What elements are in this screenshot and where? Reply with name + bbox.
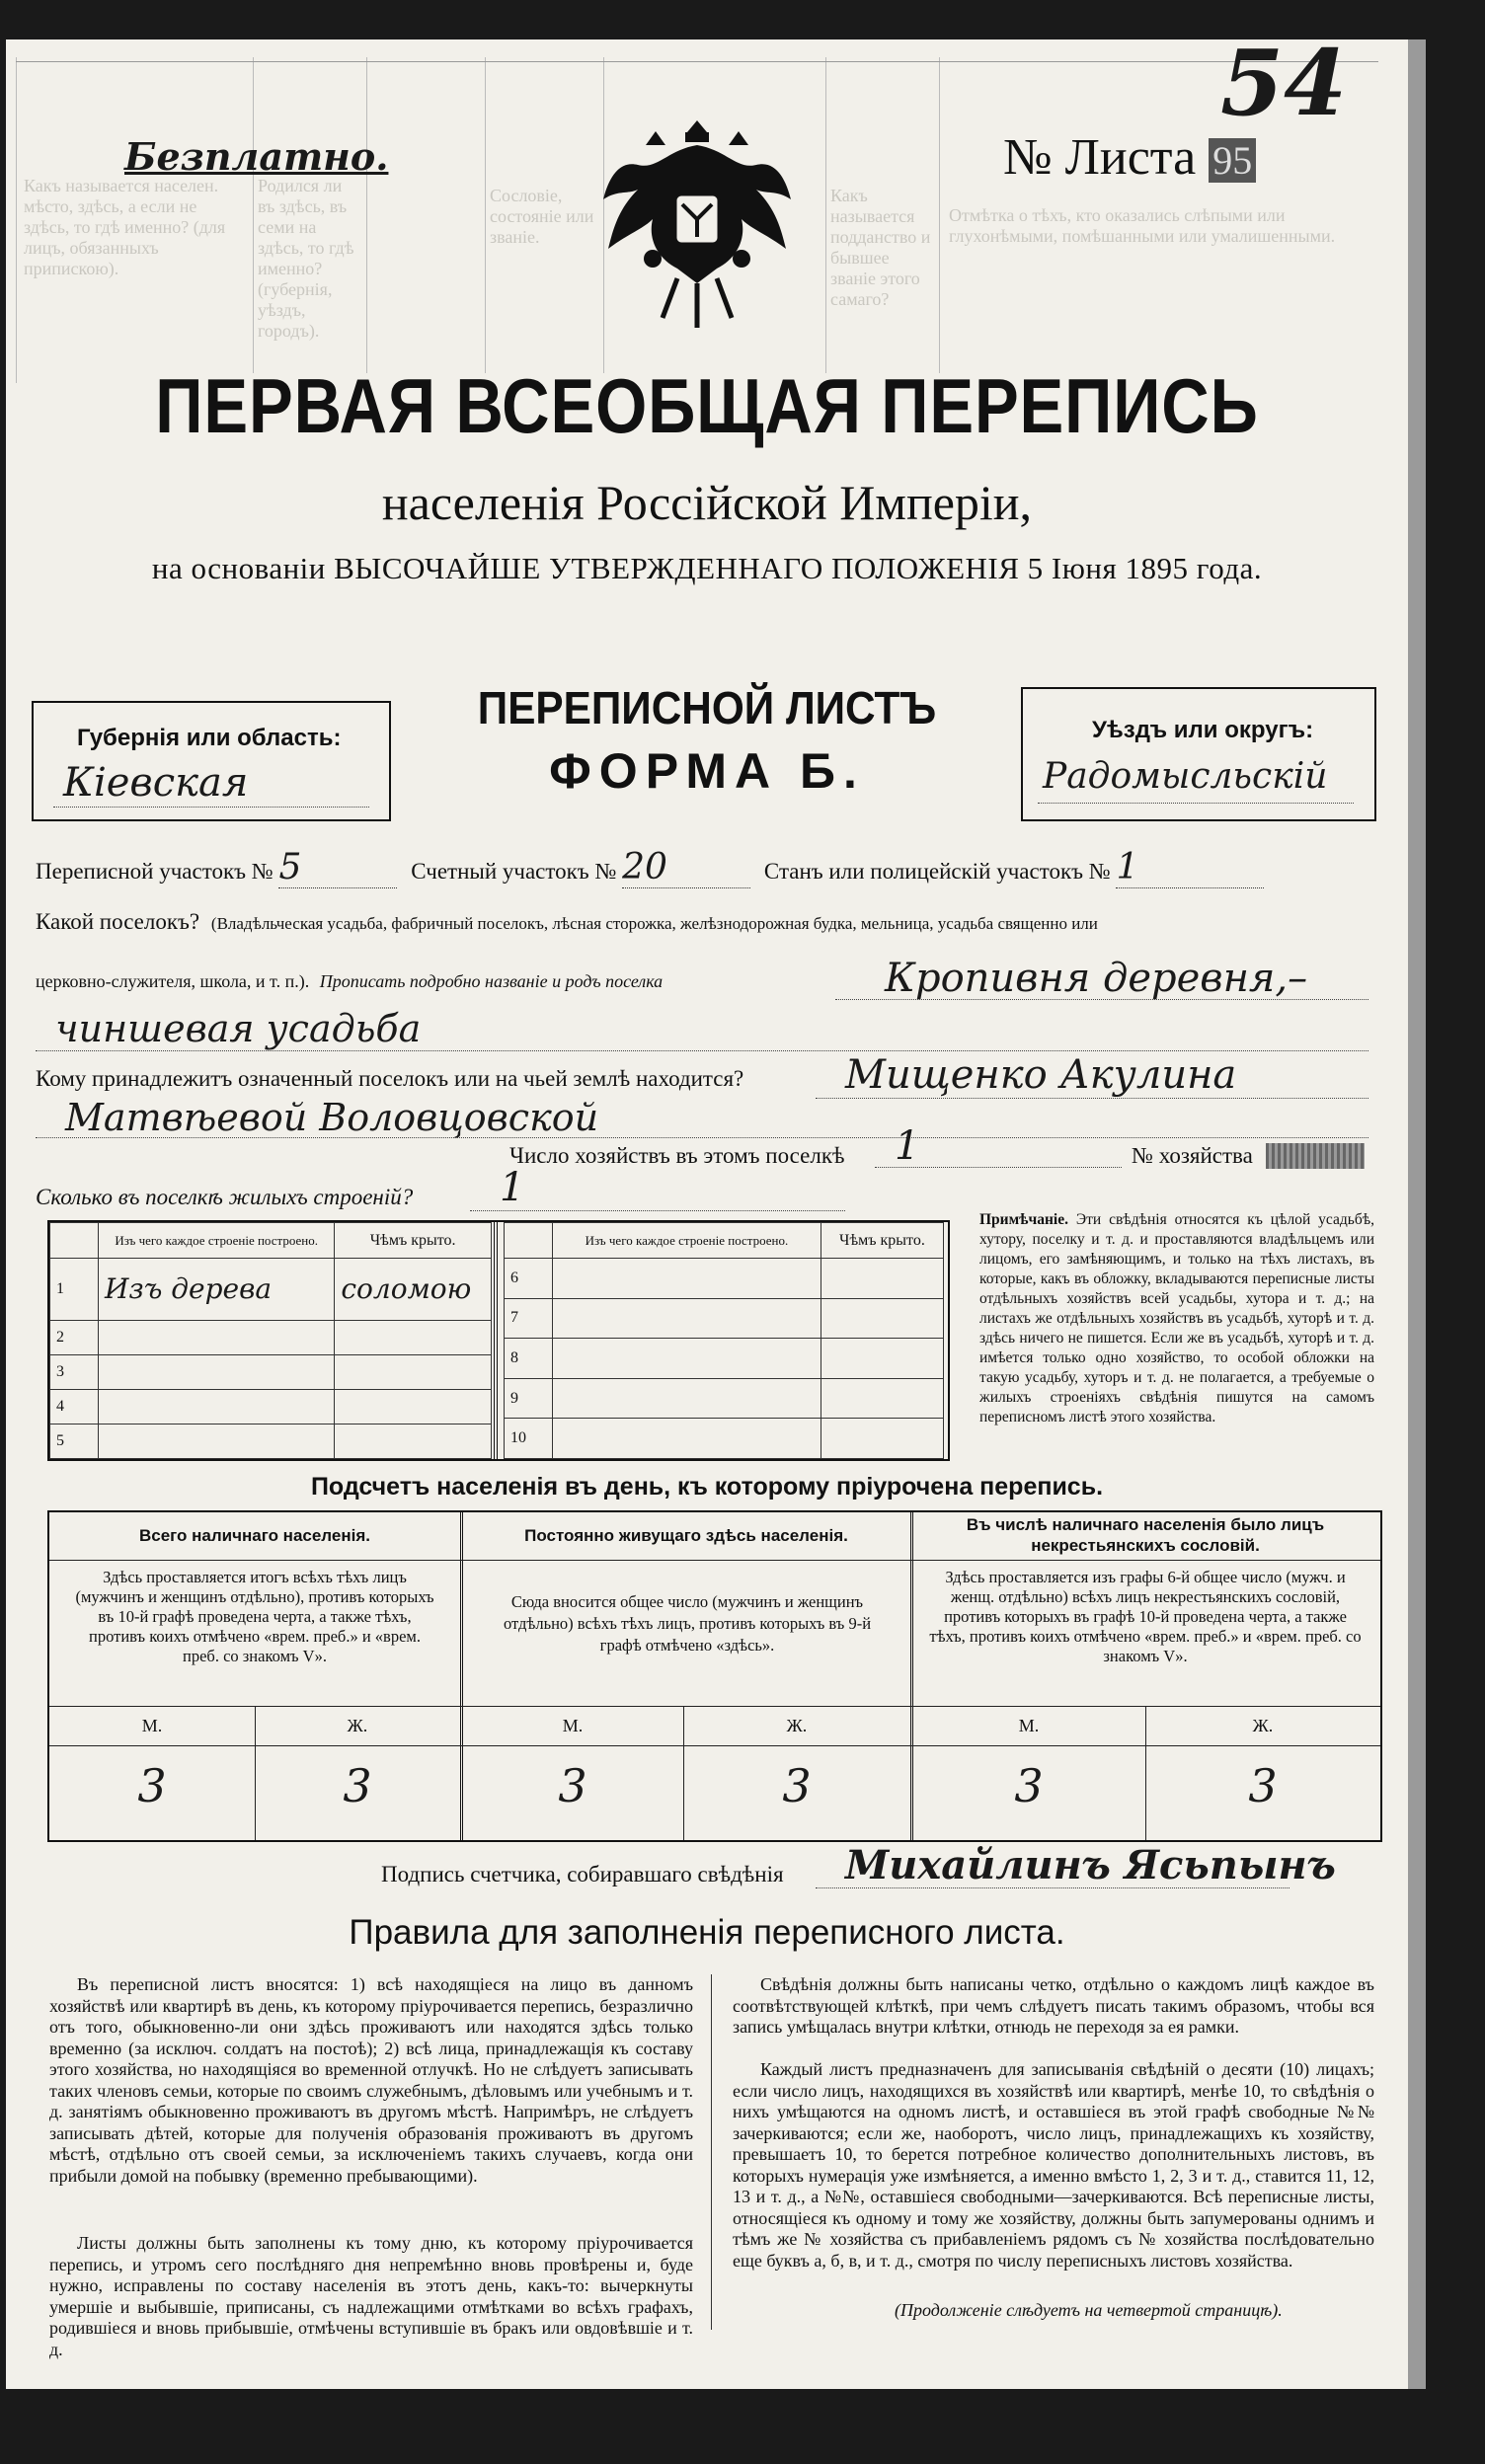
uezd-label: Уѣздъ или округъ:: [1092, 717, 1314, 743]
row-number: 9: [505, 1378, 553, 1419]
note-text: Эти свѣдѣнія относятся къ цѣлой усадьбѣ, хутору, поселку и т. д. и проставляются владѣльцемъ или лицомъ, его замѣняющимъ, и только на тѣхъ листахъ, въ которые, какъ въ обложку, вкладываются переписные листы отдѣльныхъ хозяйствъ всей усадьбы, хутора и т. д.; на листахъ же отдѣльныхъ хозяйствъ въ усадьбѣ, хуторѣ и т. д. здѣсь ничего не пишется. Если же въ усадьбѣ, хуторѣ и т. д. имѣется только одно хозяйство, то особой обложки на такую усадьбу, хуторъ и т. д. не полагается, а требуемые о жилыхъ строеніяхъ свѣдѣнія пишутся на самомъ переписномъ листѣ этого хозяйства.: [979, 1211, 1375, 1425]
settlement-hint: (Владѣльческая усадьба, фабричный поселокъ, лѣсная сторожка, желѣзнодорожная будка, мельница, усадьба священно или: [210, 914, 1098, 933]
sheet-number: [1003, 128, 1256, 187]
row-material[interactable]: [553, 1339, 821, 1379]
row-material[interactable]: [553, 1259, 821, 1299]
households-value[interactable]: 1: [895, 1123, 920, 1169]
tally-m-label-3: М.: [1018, 1716, 1040, 1735]
tally-m-label-2: М.: [562, 1716, 584, 1735]
rules-right-paragraph-2: Каждый листъ предназначенъ для записыванія свѣдѣній о десяти (10) лицахъ; если число лицъ, находящихся въ хозяйствѣ или квартирѣ, менѣе 10, то свѣдѣнія о нихъ умѣщаются на одномъ листѣ, и оставшіеся въ этой графѣ свободные №№ зачеркиваются; если же, наоборотъ, число лицъ, принадлежащихъ къ хозяйству, превышаетъ 10, то берется потребное количество дополнительныхъ листовъ, въ которыхъ нумерація уже измѣняется, а именно вмѣсто 1, 2, 3 и т. д., ставится 11, 12, 13 и т. д., а №№, оставшіеся свободными—зачеркиваются. Всѣ переписные листы, относящіеся къ одному и тому же хозяйству, должны быть запумерованы однимъ и тѣмъ же № хозяйства съ прибавленіемъ рядомъ съ № хозяйства послѣдовательно еще буквъ а, б, в, и т. д., смотря по числу переписныхъ листовъ хозяйства.: [733, 2059, 1374, 2271]
row-material[interactable]: [99, 1424, 335, 1458]
col-roof-header-2: Чѣмъ крыто.: [821, 1223, 943, 1259]
table-row: [50, 1354, 492, 1389]
sheet-number-value: 95: [1209, 138, 1256, 183]
gubernia-value[interactable]: Кіевская: [63, 760, 249, 806]
tally-col-nonpeasant-desc: Здѣсь проставляется изъ графы 6-й общее число (мужч. и женщ. отдѣльно) всѣхъ лицъ некрестьянскихъ сословій, противъ которыхъ въ графѣ 10-й проведена черта, а также тѣхъ, противъ коихъ отмѣчено «врем. преб.» и «врем. преб. со знакомъ V».: [929, 1568, 1362, 1665]
stan-value[interactable]: 1: [1116, 847, 1264, 888]
row-number: 2: [50, 1320, 99, 1354]
census-district-label: Переписной участокъ №: [36, 859, 274, 884]
bleed-col-1: Какъ называется населен. мѣсто, здѣсь, а если не здѣсь, то гдѣ именно? (для лицъ, обязанныхъ припискою).: [24, 176, 226, 278]
buildings-value[interactable]: 1: [500, 1165, 525, 1210]
rules-title: Правила для заполненія переписного листа.: [349, 1913, 1065, 1952]
archive-number: 54: [1220, 30, 1348, 136]
bleed-col-3: Сословіе, состояніе или званіе.: [490, 186, 594, 247]
settlement-hint-2: церковно-служителя, школа, и т. п.).: [36, 971, 310, 991]
row-roof[interactable]: [335, 1320, 492, 1354]
table-row: [50, 1259, 492, 1321]
tally-nonpeasant-f[interactable]: 3: [1248, 1759, 1278, 1812]
note-label: Примѣчаніе.: [979, 1211, 1068, 1228]
row-roof[interactable]: [821, 1339, 943, 1379]
tally-total-f[interactable]: 3: [343, 1759, 372, 1812]
tally-m-label: М.: [141, 1716, 163, 1735]
row-material[interactable]: [553, 1298, 821, 1339]
row-number: 3: [50, 1354, 99, 1389]
col-material-header: Изъ чего каждое строеніе построено.: [99, 1223, 335, 1259]
buildings-table: [47, 1220, 950, 1461]
row-number: 1: [50, 1259, 99, 1321]
owner-label: Кому принадлежитъ означенный поселокъ или на чьей землѣ находится?: [36, 1066, 744, 1091]
row-number: 6: [505, 1259, 553, 1299]
row-number: 4: [50, 1389, 99, 1424]
row-material[interactable]: [99, 1320, 335, 1354]
form-name: ФОРМА Б.: [549, 743, 865, 799]
counter-signature[interactable]: Михайлинъ Ясьпынъ: [845, 1842, 1336, 1888]
main-title: ПЕРВАЯ ВСЕОБЩАЯ ПЕРЕПИСЬ: [155, 362, 1259, 449]
row-roof[interactable]: соломою: [335, 1259, 492, 1321]
census-form-page: [6, 30, 1426, 2389]
sheet-title: ПЕРЕПИСНОЙ ЛИСТЪ: [477, 682, 937, 733]
bleed-col-5: Отмѣтка о тѣхъ, кто оказались слѣпыми или глухонѣмыми, помѣшанными или умалишенными.: [949, 205, 1336, 246]
table-row: [50, 1389, 492, 1424]
tally-heading: Подсчетъ населенія въ день, къ которому пріурочена перепись.: [310, 1473, 1104, 1501]
row-roof[interactable]: [821, 1259, 943, 1299]
tally-f-label-2: Ж.: [786, 1716, 808, 1735]
tally-f-label-3: Ж.: [1252, 1716, 1274, 1735]
tally-nonpeasant-m[interactable]: 3: [1014, 1759, 1044, 1812]
settlement-label: Какой поселокъ?: [36, 909, 200, 934]
note-block: [979, 1210, 1374, 1427]
table-row: [50, 1320, 492, 1354]
table-row: [50, 1424, 492, 1458]
count-district-label: Счетный участокъ №: [411, 859, 617, 884]
gubernia-box: [32, 701, 391, 821]
row-material[interactable]: [553, 1419, 821, 1459]
uezd-value[interactable]: Радомысльскій: [1043, 756, 1328, 797]
col-material-header-2: Изъ чего каждое строеніе построено.: [553, 1223, 821, 1259]
tally-resident-f[interactable]: 3: [782, 1759, 812, 1812]
households-label: Число хозяйствъ въ этомъ поселкѣ: [509, 1143, 845, 1168]
uezd-box: [1021, 687, 1376, 821]
row-material[interactable]: [553, 1378, 821, 1419]
decree-line: на основаніи ВЫСОЧАЙШЕ УТВЕРЖДЕННАГО ПОЛОЖЕНІЯ 5 Іюня 1895 года.: [151, 551, 1263, 585]
settlement-instruction: Прописать подробно названіе и родъ поселка: [319, 971, 664, 991]
tally-resident-m[interactable]: 3: [558, 1759, 587, 1812]
settlement-row: [36, 900, 1398, 946]
rules-continued-note: (Продолженіе слѣдуетъ на четвертой страницѣ).: [895, 2300, 1283, 2320]
row-roof[interactable]: [335, 1424, 492, 1458]
imperial-eagle-emblem: [598, 111, 796, 338]
bleed-col-4: Какъ называется подданство и бывшее званіе этого самаго?: [830, 186, 931, 309]
subtitle: населенія Россійской Имперіи,: [381, 475, 1033, 530]
tally-col-total-title: Всего наличнаго населенія.: [139, 1526, 370, 1545]
table-row: [505, 1378, 944, 1419]
bleed-col-2: Родился ли въ здѣсь, въ семи на здѣсь, то гдѣ именно? (губернія, уѣздъ, городъ).: [258, 176, 354, 341]
household-number-redacted: [1266, 1143, 1365, 1169]
table-row: [505, 1339, 944, 1379]
row-roof[interactable]: [335, 1354, 492, 1389]
signature-label: Подпись счетчика, собиравшаго свѣдѣнія: [381, 1862, 784, 1886]
owner-value-2[interactable]: Матвѣевой Воловцовской: [65, 1096, 599, 1139]
row-number: 10: [505, 1419, 553, 1459]
rules-left-paragraph-2: Листы должны быть заполнены къ тому дню, къ которому пріурочивается перепись, и утромъ сего послѣдняго дня непремѣнно вновь провѣрены и, буде нужно, исправлены по составу населенія въ этотъ день, какъ-то: вычеркнуты умершіе и выбывшіе, приписаны, съ надлежащими отмѣтками во всѣхъ графахъ, родившіеся и вновь прибывшіе, отмѣчены вступившіе въ бракъ или овдовѣвшіе и т. д.: [49, 2233, 693, 2359]
stan-label: Станъ или полицейскій участокъ №: [763, 859, 1111, 884]
table-row: [505, 1259, 944, 1299]
rules-right-paragraph-1: Свѣдѣнія должны быть написаны четко, отдѣльно о каждомъ лицѣ каждое въ соотвѣтствующей клѣткѣ, при чемъ слѣдуетъ писать такимъ образомъ, чтобы вся запись умѣщалась внутри клѣтки, отнюдь не переходя за ея рамки.: [733, 1974, 1374, 2037]
row-roof[interactable]: [821, 1378, 943, 1419]
count-district-value[interactable]: 20: [622, 847, 750, 888]
tally-col-resident-desc: Сюда вносится общее число (мужчинъ и женщинъ отдѣльно) всѣхъ тѣхъ лицъ, противъ которыхъ въ 9-й графѣ отмѣчено «здѣсь».: [503, 1592, 872, 1655]
tally-col-total-desc: Здѣсь проставляется итогъ всѣхъ тѣхъ лицъ (мужчинъ и женщинъ отдѣльно), противъ которыхъ въ 10-й графѣ проведена черта, а также тѣхъ, противъ коихъ отмѣчено «врем. преб.» и «врем. преб. со знакомъ V».: [75, 1568, 434, 1665]
row-roof[interactable]: [335, 1389, 492, 1424]
table-row: [505, 1298, 944, 1339]
row-number: 8: [505, 1339, 553, 1379]
census-district-value[interactable]: 5: [278, 847, 397, 888]
row-roof[interactable]: [821, 1298, 943, 1339]
row-material[interactable]: Изъ дерева: [99, 1259, 335, 1321]
row-material[interactable]: [99, 1354, 335, 1389]
tally-total-m[interactable]: 3: [137, 1759, 167, 1812]
free-label: Безплатно.: [124, 134, 389, 179]
district-line: [36, 847, 1388, 886]
tally-col-nonpeasant-title: Въ числѣ наличнаго населенія было лицъ некрестьянскихъ сословій.: [966, 1515, 1325, 1555]
tally-f-label: Ж.: [347, 1716, 368, 1735]
table-row: [505, 1419, 944, 1459]
gubernia-label: Губернія или область:: [77, 725, 342, 751]
sheet-number-label: № Листа: [1003, 129, 1197, 186]
row-number: 5: [50, 1424, 99, 1458]
rules-left-paragraph-1: Въ переписной листъ вносятся: 1) всѣ находящіеся на лицо въ данномъ хозяйствѣ или квартирѣ въ день, къ которому пріурочивается перепись, безразлично отъ того, обыкновенно-ли они здѣсь проживаютъ или находятся здѣсь только временно (за исключ. солдатъ на постоѣ); 2) всѣ лица, принадлежащія къ составу этого хозяйства, но находящіяся во временной отлучкѣ. Но не слѣдуетъ записывать таких членовъ семьи, которые по своимъ служебнымъ, дѣловымъ или учебнымъ и т. д. занятіямъ обыкновенно проживаютъ въ другомъ мѣстѣ. Напримѣръ, не слѣдуетъ записывать дѣтей, которые для полученія образованія проживаютъ въ другомъ мѣстѣ, отдѣльно отъ своей семьи, за исключеніемъ такихъ случаевъ, когда они прибыли домой на побывку (временно пребывающими).: [49, 1974, 693, 2186]
owner-value-1[interactable]: Мищенко Акулина: [845, 1052, 1237, 1098]
row-roof[interactable]: [821, 1419, 943, 1459]
tally-col-resident-title: Постоянно живущаго здѣсь населенія.: [524, 1526, 848, 1545]
settlement-value-2[interactable]: чиншевая усадьба: [55, 1007, 422, 1050]
col-roof-header: Чѣмъ крыто.: [335, 1223, 492, 1259]
tally-table: [47, 1510, 1382, 1842]
settlement-value-1[interactable]: Кропивня деревня,–: [885, 956, 1308, 1001]
buildings-label: Сколько въ поселкѣ жилыхъ строеній?: [36, 1185, 414, 1209]
row-material[interactable]: [99, 1389, 335, 1424]
household-number-label: № хозяйства: [1132, 1143, 1253, 1168]
row-number: 7: [505, 1298, 553, 1339]
